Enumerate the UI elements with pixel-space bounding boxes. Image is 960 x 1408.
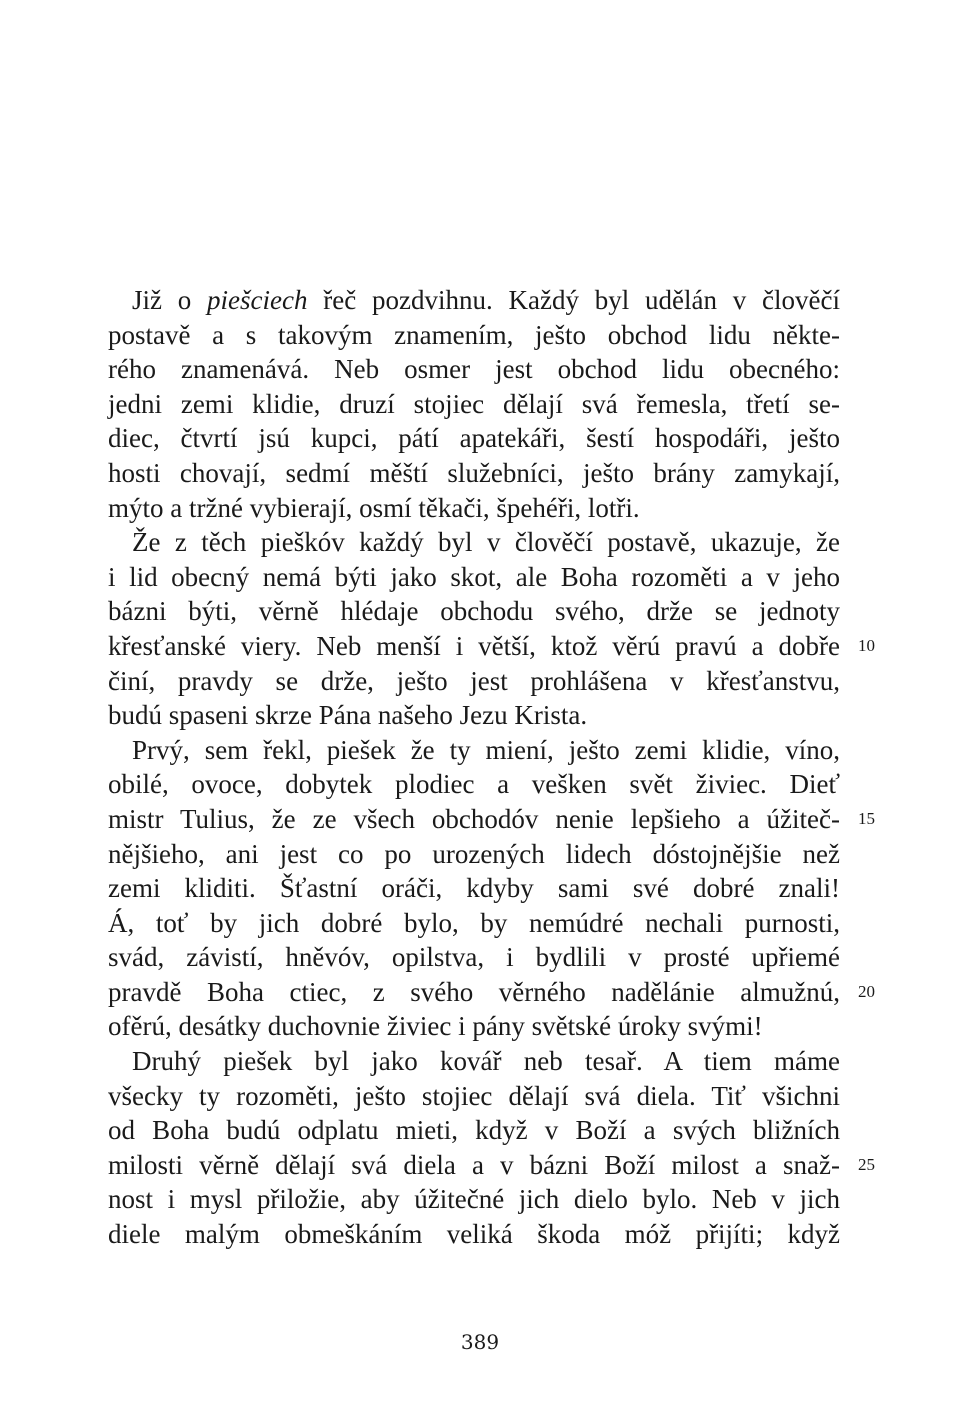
- text-line: Že z těch pieškóv každý byl v člověčí postavě, ukazuje, že: [132, 527, 840, 558]
- body-text: [108, 283, 840, 1252]
- text-line: všecky ty rozoměti, ješto stojiec dělají svá diela. Tiť všichni: [108, 1080, 840, 1111]
- text-line: Již o piešciech řeč pozdvihnu. Každý byl udělán v člověčí: [132, 285, 840, 315]
- text-line: rého znamenává. Neb osmer jest obchod lidu obecného:: [108, 354, 840, 385]
- text-line: milosti věrně dělají svá diela a v bázni Boží milost a snaž-: [108, 1149, 840, 1180]
- italic-term: piešciech: [207, 285, 308, 315]
- text-line: postavě a s takovým znamením, ješto obchod lidu někte-: [108, 319, 840, 350]
- text-line: budú spaseni skrze Pána našeho Jezu Krista.: [108, 700, 588, 731]
- margin-line-number: 25: [858, 1155, 875, 1174]
- margin-line-number: 15: [858, 809, 875, 828]
- text-line: mýto a tržné vybierají, osmí těkači, špehéři, lotři.: [108, 492, 640, 523]
- text-line: svád, závistí, hněvóv, opilstva, i bydlili v prosté upřiemé: [108, 942, 840, 973]
- text-line: křesťanské viery. Neb menší i větší, ktož věrú pravú a dobře: [108, 630, 840, 661]
- text-line: hosti chovají, sedmí měští služebníci, ješto brány zamykají,: [108, 457, 840, 488]
- text-line: činí, pravdy se drže, ješto jest prohlášena v křesťanstvu,: [108, 665, 840, 696]
- text-line: nost i mysl přiložie, aby úžitečné jich dielo bylo. Neb v jich: [108, 1184, 840, 1215]
- margin-line-number: 20: [858, 982, 875, 1001]
- text-line: obilé, ovoce, dobytek plodiec a vešken svět živiec. Dieť: [108, 769, 840, 800]
- text-line: pravdě Boha ctiec, z svého věrného nadělánie almužnú,: [108, 976, 840, 1007]
- text-line: zemi kliditi. Šťastní oráči, kdyby sami své dobré znali!: [108, 873, 840, 904]
- text-line: bázni býti, věrně hlédaje obchodu svého, drže se jednoty: [108, 596, 840, 627]
- text-line: ofěrú, desátky duchovnie živiec i pány světské úroky svými!: [108, 1011, 763, 1042]
- text-line: i lid obecný nemá býti jako skot, ale Boha rozoměti a v jeho: [108, 561, 840, 592]
- text-line: Druhý piešek byl jako kovář neb tesař. A tiem máme: [132, 1046, 840, 1077]
- text-line: nějšieho, ani jest co po urozených lidech dóstojnějšie než: [108, 838, 840, 869]
- text-line: diele malým obmeškáním veliká škoda móž přijíti; když: [108, 1219, 840, 1250]
- text-line: mistr Tulius, že ze všech obchodóv nenie lepšieho a úžiteč-: [108, 803, 840, 834]
- text-line: jedni zemi klidie, druzí stojiec dělají svá řemesla, třetí se-: [108, 388, 840, 419]
- margin-line-number: 10: [858, 636, 875, 655]
- text-line: Prvý, sem řekl, piešek že ty miení, ješto zemi klidie, víno,: [132, 734, 840, 765]
- page-number: 389: [460, 1330, 500, 1354]
- text-line: od Boha budú odplatu mieti, když v Boží a svých bližních: [108, 1115, 840, 1146]
- text-line: diec, čtvrtí jsú kupci, pátí apatekáři, šestí hospodáři, ješto: [108, 423, 840, 454]
- text-line: Á, toť by jich dobré bylo, by nemúdré nechali purnosti,: [108, 907, 840, 938]
